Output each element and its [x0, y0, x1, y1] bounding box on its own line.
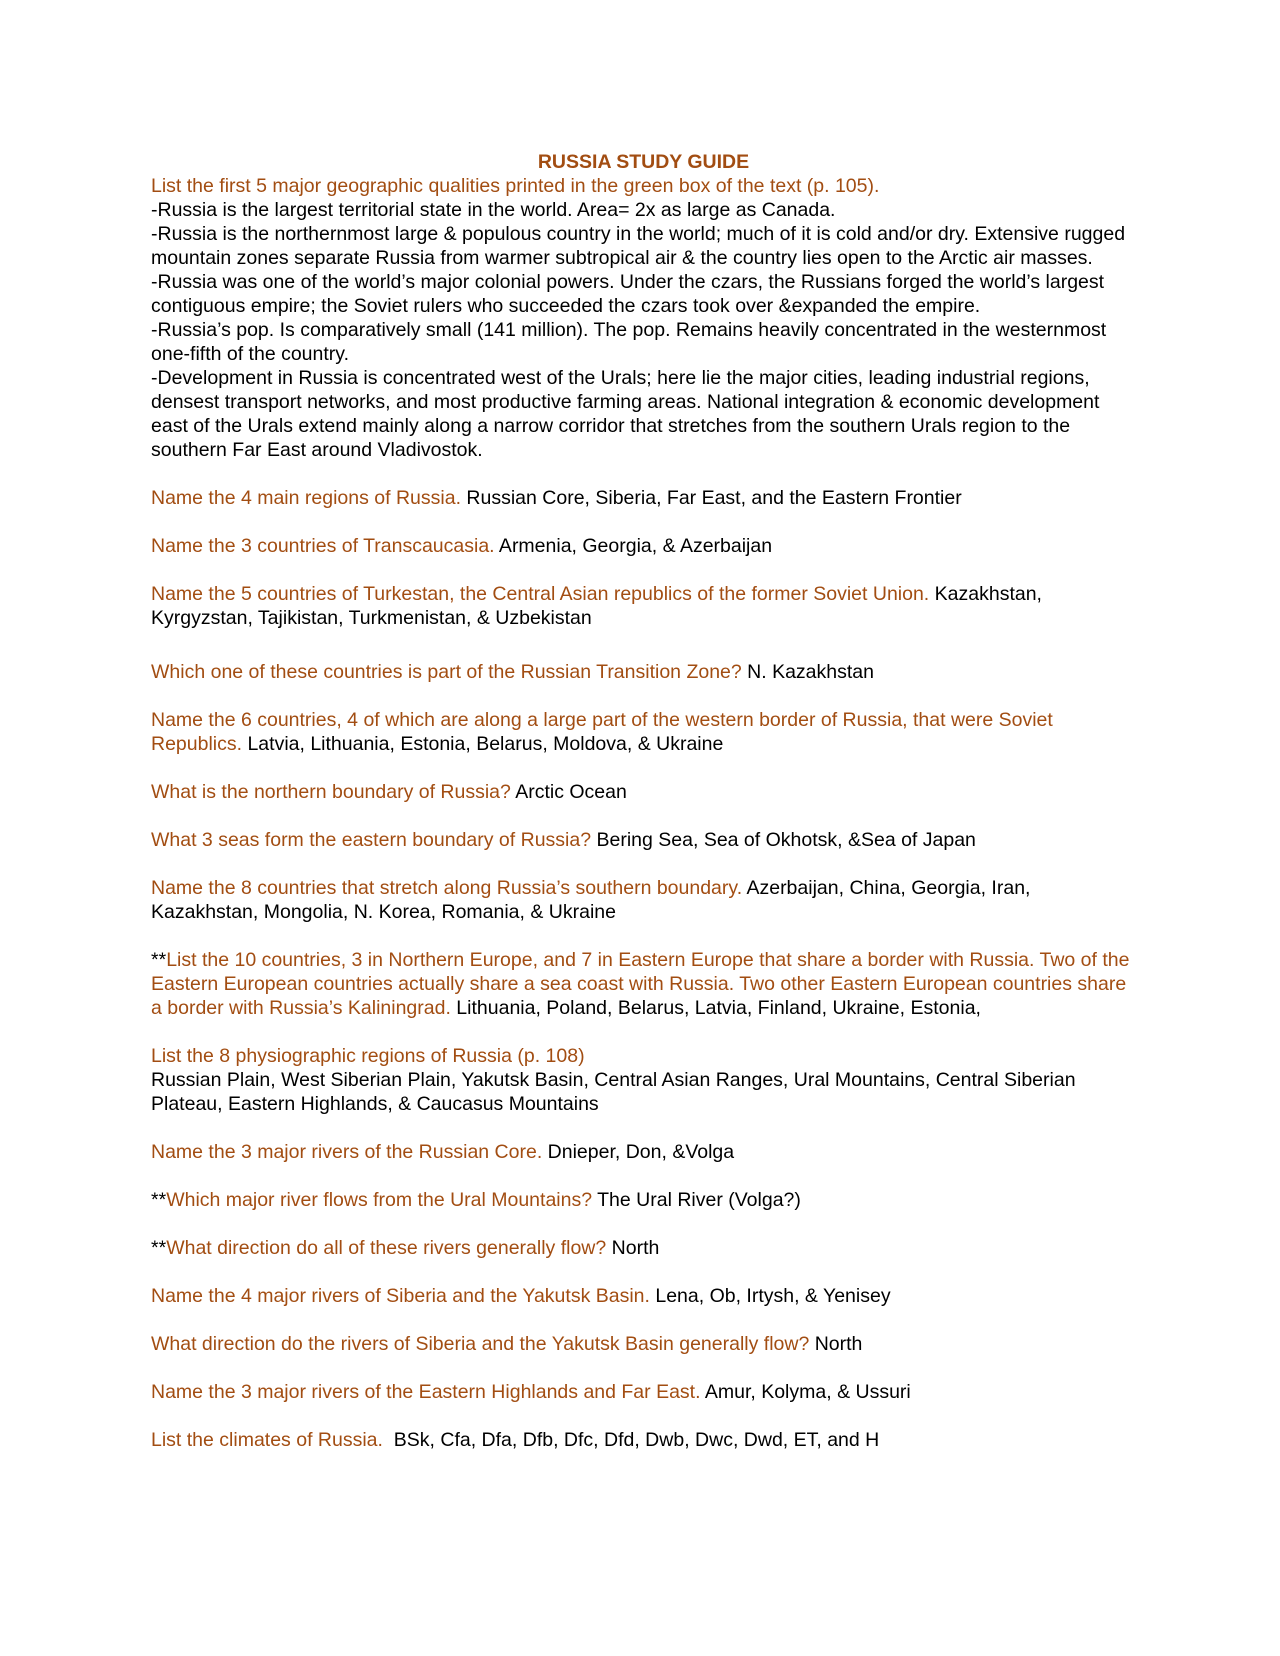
qa-item: [151, 1332, 1136, 1356]
intro-question: List the first 5 major geographic qualities printed in the green box of the text (p. 105).: [151, 175, 880, 197]
qa-item: [151, 582, 1136, 630]
question-text: Name the 8 countries that stretch along Russia’s southern boundary.: [151, 877, 743, 899]
question-text: List the 10 countries, 3 in Northern Europe, and 7 in Eastern Europe that share a border with Russia. Two of the Eastern European countries actually share a sea coast with Russia. Two other Eastern European countries share a border with Russia’s Kaliningrad.: [151, 949, 1130, 1019]
qa-item: [151, 828, 1136, 852]
answer-text: Kazakhstan, Kyrgyzstan, Tajikistan, Turkmenistan, & Uzbekistan: [151, 583, 1042, 629]
question-text: Name the 6 countries, 4 of which are along a large part of the western border of Russia, that were Soviet Republics.: [151, 709, 1053, 755]
question-text: Name the 5 countries of Turkestan, the Central Asian republics of the former Soviet Union.: [151, 583, 930, 605]
qa-item: [151, 1044, 1136, 1116]
qa-item: [151, 1140, 1136, 1164]
answer-text: Russian Core, Siberia, Far East, and the Eastern Frontier: [460, 487, 962, 509]
study-guide-page: [151, 150, 1136, 1452]
answer-text: Russian Plain, West Siberian Plain, Yakutsk Basin, Central Asian Ranges, Ural Mountains, Central Siberian Plateau, Eastern Highlands, & Caucasus Mountains: [151, 1069, 1076, 1115]
answer-text: Lena, Ob, Irtysh, & Yenisey: [649, 1285, 891, 1307]
answer-text: North: [809, 1333, 863, 1355]
question-text: Which one of these countries is part of the Russian Transition Zone?: [151, 661, 742, 683]
question-text: List the climates of Russia.: [151, 1429, 383, 1451]
qa-item: [151, 780, 1136, 804]
intro-line: -Russia is the northernmost large & populous country in the world; much of it is cold and/or dry. Extensive rugged mountain zones separate Russia from warmer subtropical air & the country lies open to the Arctic air masses.: [151, 223, 1126, 269]
answer-text: BSk, Cfa, Dfa, Dfb, Dfc, Dfd, Dwb, Dwc, Dwd, ET, and H: [382, 1429, 880, 1451]
starred-marker: **: [151, 1237, 167, 1259]
answer-text: North: [606, 1237, 660, 1259]
qa-item: [151, 948, 1136, 1020]
qa-item: [151, 486, 1136, 510]
question-text: Name the 3 major rivers of the Russian Core.: [151, 1141, 543, 1163]
question-text: Which major river flows from the Ural Mountains?: [166, 1189, 593, 1211]
question-text: Name the 3 major rivers of the Eastern Highlands and Far East.: [151, 1381, 701, 1403]
qa-item: [151, 534, 1136, 558]
answer-text: Latvia, Lithuania, Estonia, Belarus, Moldova, & Ukraine: [242, 733, 724, 755]
intro-line: -Russia was one of the world’s major colonial powers. Under the czars, the Russians forged the world’s largest contiguous empire; the Soviet rulers who succeeded the czars took over &expanded the empire.: [151, 271, 1105, 317]
qa-item: [151, 1188, 1136, 1212]
qa-item: [151, 708, 1136, 756]
intro-line: -Russia is the largest territorial state in the world. Area= 2x as large as Canada.: [151, 199, 836, 221]
answer-text: The Ural River (Volga?): [592, 1189, 801, 1211]
intro-section: [151, 174, 1136, 462]
question-text: Name the 4 main regions of Russia.: [151, 487, 461, 509]
question-text: Name the 4 major rivers of Siberia and the Yakutsk Basin.: [151, 1285, 650, 1307]
qa-item: [151, 876, 1136, 924]
starred-marker: **: [151, 1189, 167, 1211]
answer-text: Bering Sea, Sea of Okhotsk, &Sea of Japan: [591, 829, 976, 851]
qa-item: [151, 660, 1136, 684]
page-title: RUSSIA STUDY GUIDE: [537, 151, 750, 173]
question-text: What direction do all of these rivers generally flow?: [166, 1237, 607, 1259]
qa-item: [151, 1380, 1136, 1404]
question-text: What direction do the rivers of Siberia and the Yakutsk Basin generally flow?: [151, 1333, 810, 1355]
starred-marker: **: [151, 949, 167, 971]
question-text: What is the northern boundary of Russia?: [151, 781, 511, 803]
answer-text: Azerbaijan, China, Georgia, Iran, Kazakhstan, Mongolia, N. Korea, Romania, & Ukraine: [151, 877, 1031, 923]
intro-line: -Development in Russia is concentrated west of the Urals; here lie the major cities, leading industrial regions, densest transport networks, and most productive farming areas. National integration & economic development east of the Urals extend mainly along a narrow corridor that stretches from the southern Urals region to the southern Far East around Vladivostok.: [151, 367, 1100, 461]
intro-line: -Russia’s pop. Is comparatively small (141 million). The pop. Remains heavily concentrated in the westernmost one-fifth of the country.: [151, 319, 1107, 365]
qa-item: [151, 1428, 1136, 1452]
answer-text: Arctic Ocean: [510, 781, 627, 803]
answer-text: Lithuania, Poland, Belarus, Latvia, Finland, Ukraine, Estonia,: [450, 997, 981, 1019]
question-text: List the 8 physiographic regions of Russia (p. 108): [151, 1045, 585, 1067]
qa-item: [151, 1236, 1136, 1260]
answer-text: Dnieper, Don, &Volga: [542, 1141, 735, 1163]
qa-item: [151, 1284, 1136, 1308]
question-text: What 3 seas form the eastern boundary of Russia?: [151, 829, 592, 851]
answer-text: N. Kazakhstan: [741, 661, 874, 683]
answer-text: Armenia, Georgia, & Azerbaijan: [494, 535, 773, 557]
question-text: Name the 3 countries of Transcaucasia.: [151, 535, 495, 557]
answer-text: Amur, Kolyma, & Ussuri: [700, 1381, 911, 1403]
